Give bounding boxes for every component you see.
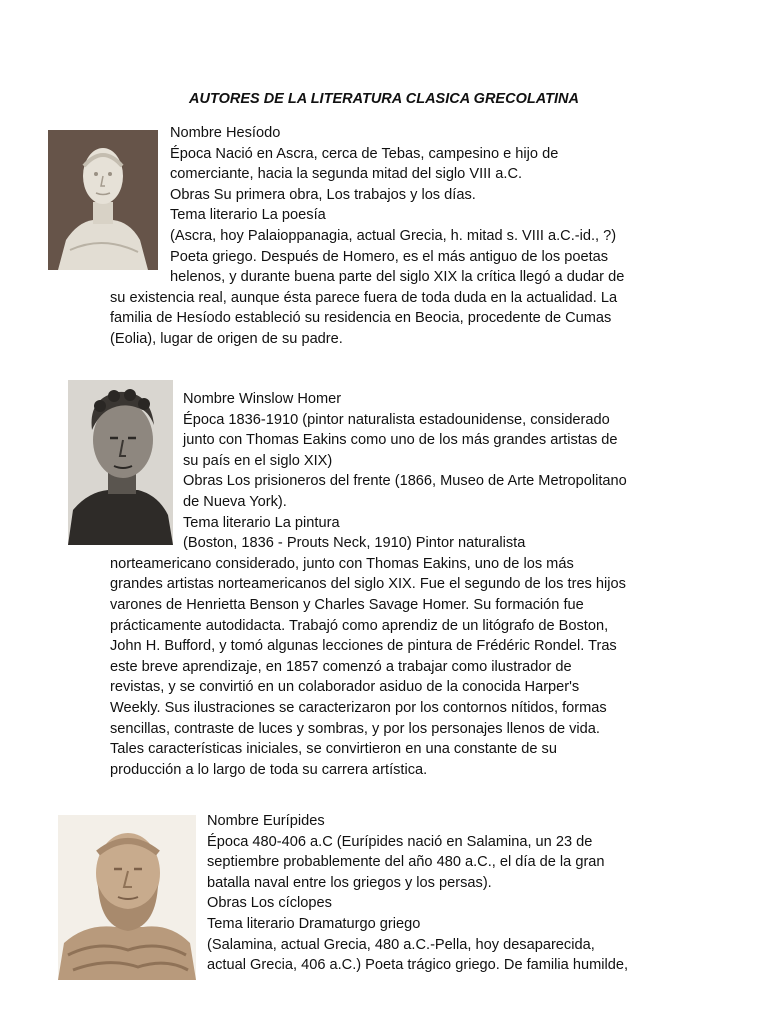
entry-line: actual Grecia, 406 a.C.) Poeta trágico griego. De familia humilde, — [207, 957, 628, 974]
entry-line: Época 480-406 a.C (Eurípides nació en Salamina, un 23 de — [207, 833, 593, 850]
entry-line: grandes artistas norteamericanos del siglo XIX. Fue el segundo de los tres hijos — [110, 576, 626, 593]
entry-line: sencillas, contraste de luces y sombras, y por los personajes llenos de vida. — [110, 720, 600, 737]
entry-line: revistas, y se convirtió en un colaborador asiduo de la conocida Harper's — [110, 679, 580, 696]
entry-line: Época 1836-1910 (pintor naturalista estadounidense, considerado — [183, 411, 610, 428]
entry-line: producción a lo largo de toda su carrera artística. — [110, 761, 428, 778]
entry-line: de Nueva York). — [183, 493, 287, 510]
entry-line: comerciante, hacia la segunda mitad del siglo VIII a.C. — [170, 166, 523, 183]
entry-line: batalla naval entre los griegos y los persas). — [207, 874, 492, 891]
entry-line: varones de Henrietta Benson y Charles Savage Homer. Su formación fue — [110, 596, 584, 613]
entry-line: su país en el siglo XIX) — [183, 452, 333, 469]
entry-line: Época Nació en Ascra, cerca de Tebas, campesino e hijo de — [170, 145, 559, 162]
entry-line: Tema literario La poesía — [170, 207, 326, 224]
author-entry-winslow-homer — [110, 389, 670, 780]
entry-line: su existencia real, aunque ésta parece fuera de toda duda en la actualidad. La — [110, 289, 618, 306]
entry-line: familia de Hesíodo estableció su residencia en Beocia, procedente de Cumas — [110, 310, 612, 327]
entry-line: Tema literario Dramaturgo griego — [207, 915, 421, 932]
entry-line: helenos, y durante buena parte del siglo XIX la crítica llegó a dudar de — [170, 269, 625, 286]
entry-line: este breve aprendizaje, en 1857 comenzó a trabajar como ilustrador de — [110, 658, 572, 675]
entry-line: junto con Thomas Eakins como uno de los más grandes artistas de — [183, 432, 618, 449]
author-entry-euripides — [110, 811, 670, 976]
entry-line: Poeta griego. Después de Homero, es el más antiguo de los poetas — [170, 248, 609, 265]
entry-line: Tema literario La pintura — [183, 514, 340, 531]
entry-line: (Ascra, hoy Palaioppanagia, actual Grecia, h. mitad s. VIII a.C.-id., ?) — [170, 227, 617, 244]
author-entry-hesiodo — [110, 123, 670, 350]
entry-line: Nombre Winslow Homer — [183, 391, 342, 407]
entry-line: Obras Su primera obra, Los trabajos y los días. — [170, 186, 476, 203]
entry-line: Nombre Hesíodo — [170, 125, 281, 141]
entry-line: Obras Los prisioneros del frente (1866, Museo de Arte Metropolitano — [183, 473, 627, 490]
entry-line: John H. Bufford, y tomó algunas lecciones de pintura de Frédéric Rondel. Tras — [110, 638, 617, 655]
entry-line: (Eolia), lugar de origen de su padre. — [110, 330, 343, 347]
entry-line: Obras Los cíclopes — [207, 895, 332, 912]
entry-line: (Salamina, actual Grecia, 480 a.C.-Pella, hoy desaparecida, — [207, 936, 595, 953]
entry-line: septiembre probablemente del año 480 a.C., el día de la gran — [207, 854, 605, 871]
entry-line: (Boston, 1836 - Prouts Neck, 1910) Pintor naturalista — [183, 535, 526, 552]
entry-line: prácticamente autodidacta. Trabajó como aprendiz de un litógrafo de Boston, — [110, 617, 609, 634]
entry-line: norteamericano considerado, junto con Thomas Eakins, uno de los más — [110, 555, 574, 572]
entry-line: Tales características iniciales, se convirtieron en una constante de su — [110, 741, 557, 758]
entry-line: Weekly. Sus ilustraciones se caracterizaron por los contornos nítidos, formas — [110, 699, 607, 716]
document-title: AUTORES DE LA LITERATURA CLASICA GRECOLATINA — [189, 91, 579, 107]
entry-line: Nombre Eurípides — [207, 813, 325, 829]
